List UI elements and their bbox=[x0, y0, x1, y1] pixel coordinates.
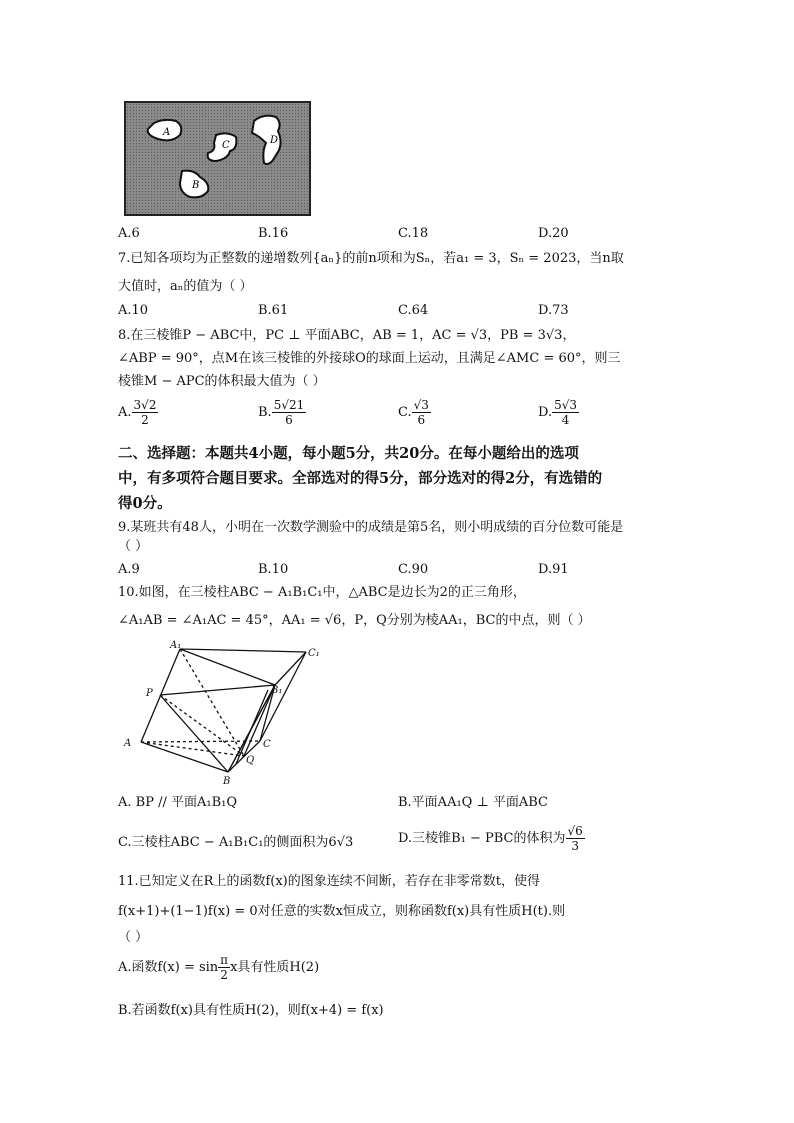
q8-option-a: A. $\frac{3√2}{2}$ bbox=[118, 398, 157, 427]
q8-option-c: C. $\frac{√3}{6}$ bbox=[398, 398, 429, 427]
q6-option-d: D.20 bbox=[538, 226, 569, 241]
q8-line-1: 8.在三棱锥P − ABC中，PC ⊥ 平面ABC，AB = 1，AC = √3，PB = 3√3， bbox=[118, 328, 576, 343]
q10-option-a: A. BP // 平面A₁B₁Q bbox=[118, 795, 237, 810]
section-2-heading-line-2: 中，有多项符合题目要求。全部选对的得5分，部分选对的得2分，有选错的 bbox=[118, 470, 603, 487]
label-q: Q bbox=[246, 755, 255, 766]
label-p: P bbox=[146, 688, 153, 699]
q7-option-b: B.61 bbox=[258, 303, 289, 318]
q9-line-2: （ ） bbox=[118, 539, 149, 554]
region-b-label: B bbox=[192, 180, 200, 191]
q8-line-3: 棱锥M − APC的体积最大值为（ ） bbox=[118, 374, 326, 389]
q6-option-c: C.18 bbox=[398, 226, 429, 241]
q10-option-c: C.三棱柱ABC − A₁B₁C₁的侧面积为6√3 bbox=[118, 835, 354, 850]
q11-option-b: B.若函数f(x)具有性质H(2)，则f(x+4) = f(x) bbox=[118, 1003, 384, 1018]
section-2-heading-line-3: 得0分。 bbox=[118, 495, 172, 512]
q7-option-d: D.73 bbox=[538, 303, 569, 318]
region-c-label: C bbox=[222, 140, 230, 151]
q9-option-c: C.90 bbox=[398, 562, 429, 577]
q7-option-c: C.64 bbox=[398, 303, 429, 318]
label-a: A bbox=[124, 738, 132, 749]
region-d-label: D bbox=[270, 135, 279, 146]
q9-line-1: 9.某班共有48人，小明在一次数学测验中的成绩是第5名，则小明成绩的百分位数可能是 bbox=[118, 520, 624, 535]
q8-option-b: B. $\frac{5√21}{6}$ bbox=[258, 398, 305, 427]
q6-option-b: B.16 bbox=[258, 226, 289, 241]
q7-option-a: A.10 bbox=[118, 303, 149, 318]
label-b: B bbox=[223, 776, 231, 787]
q9-option-b: B.10 bbox=[258, 562, 289, 577]
q9-option-a: A.9 bbox=[118, 562, 140, 577]
q8-line-2: ∠ABP = 90°，点M在该三棱锥的外接球O的球面上运动，且满足∠AMC = 60°，则三 bbox=[118, 351, 621, 366]
q11-line-3: （ ） bbox=[118, 930, 149, 945]
q10-line-1: 10.如图，在三棱柱ABC − A₁B₁C₁中，△ABC是边长为2的正三角形， bbox=[118, 585, 526, 600]
q7-line-2: 大值时，aₙ的值为（ ） bbox=[118, 279, 253, 294]
q6-option-a: A.6 bbox=[118, 226, 140, 241]
label-a1: A₁ bbox=[170, 640, 182, 651]
q10-line-2: ∠A₁AB = ∠A₁AC = 45°，AA₁ = √6，P，Q分别为棱AA₁，BC的中点，则（ ） bbox=[118, 613, 591, 628]
section-2-heading-line-1: 二、选择题：本题共4小题，每小题5分，共20分。在每小题给出的选项 bbox=[118, 445, 579, 462]
q7-line-1: 7.已知各项均为正整数的递增数列{aₙ}的前n项和为Sₙ，若a₁ = 3，Sₙ = 2023，当n取 bbox=[118, 251, 624, 266]
label-b1: B₁ bbox=[271, 685, 283, 696]
label-c1: C₁ bbox=[308, 648, 320, 659]
q11-line-1: 11.已知定义在R上的函数f(x)的图象连续不间断，若存在非零常数t，使得 bbox=[118, 874, 540, 889]
label-c: C bbox=[263, 739, 271, 750]
region-a-label: A bbox=[163, 127, 171, 138]
q10-option-b: B.平面AA₁Q ⊥ 平面ABC bbox=[398, 795, 548, 810]
prism-figure bbox=[118, 638, 334, 788]
q11-line-2: f(x+1)+(1−1)f(x) = 0对任意的实数x恒成立，则称函数f(x)具有性质H(t).则 bbox=[118, 904, 566, 919]
region-map-figure bbox=[124, 101, 312, 217]
q8-option-d: D. $\frac{5√3}{4}$ bbox=[538, 398, 578, 427]
q11-option-a: A.函数f(x) = sin $\frac{\pi}{2}$ x具有性质H(2) bbox=[118, 953, 320, 982]
q10-option-d: D.三棱锥B₁ − PBC的体积为 $\frac{√6}{3}$ bbox=[398, 824, 583, 853]
q9-option-d: D.91 bbox=[538, 562, 569, 577]
